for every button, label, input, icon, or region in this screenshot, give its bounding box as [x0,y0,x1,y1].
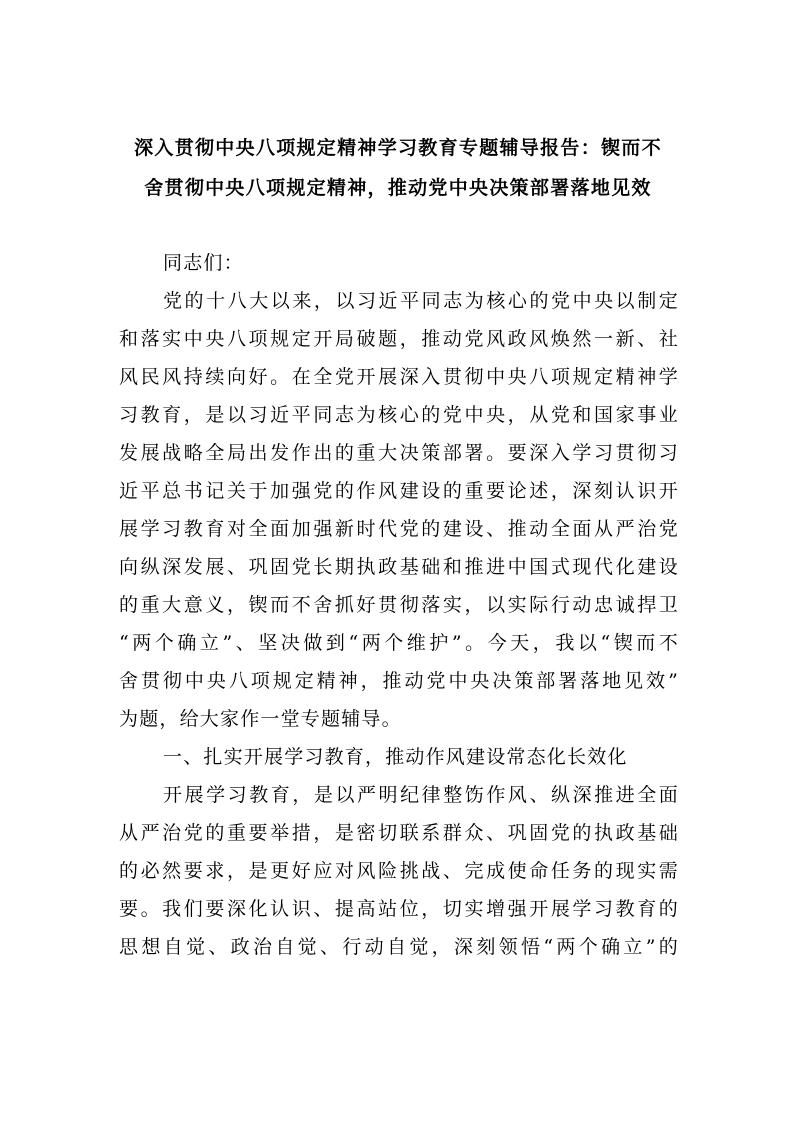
salutation: 同志们： [163,252,244,274]
paragraph-2-line-4: 要。我们要深化认识、提高站位，切实增强开展学习教育的 [119,898,679,920]
paragraph-1-line-12: 为题，给大家作一堂专题辅导。 [119,708,402,730]
paragraph-2-line-2: 从严治党的重要举措，是密切联系群众、巩固党的执政基础 [119,822,679,844]
title-line-1: 深入贯彻中央八项规定精神学习教育专题辅导报告：锲而不 [134,137,662,159]
paragraph-2-line-5: 思想自觉、政治自觉、行动自觉，深刻领悟“两个确立”的 [119,936,679,958]
paragraph-1-line-11: 舍贯彻中央八项规定精神，推动党中央决策部署落地见效” [119,670,679,692]
document-title [118,128,678,208]
paragraph-1-line-7: 展学习教育对全面加强新时代党的建设、推动全面从严治党 [119,518,679,540]
paragraph-1-line-4: 习教育，是以习近平同志为核心的党中央，从党和国家事业 [119,404,679,426]
paragraph-1-line-5: 发展战略全局出发作出的重大决策部署。要深入学习贯彻习 [119,442,679,464]
title-line-2: 舍贯彻中央八项规定精神，推动党中央决策部署落地见效 [144,177,652,199]
paragraph-1-line-3: 风民风持续向好。在全党开展深入贯彻中央八项规定精神学 [119,366,679,388]
paragraph-1-line-9: 的重大意义，锲而不舍抓好贯彻落实，以实际行动忠诚捍卫 [119,594,679,616]
paragraph-1-line-10: “两个确立”、坚决做到“两个维护”。今天，我以“锲而不 [119,632,679,654]
paragraph-1-line-6: 近平总书记关于加强党的作风建设的重要论述，深刻认识开 [119,480,679,502]
paragraph-1-line-1: 党的十八大以来，以习近平同志为核心的党中央以制定 [163,290,679,312]
document-body [119,244,679,966]
paragraph-1-line-2: 和落实中央八项规定开局破题，推动党风政风焕然一新、社 [119,328,679,350]
paragraph-2-line-1: 开展学习教育，是以严明纪律整饬作风、纵深推进全面 [163,784,679,806]
paragraph-2-line-3: 的必然要求，是更好应对风险挑战、完成使命任务的现实需 [119,860,679,882]
section-heading-1: 一、扎实开展学习教育，推动作风建设常态化长效化 [163,746,628,768]
paragraph-1-line-8: 向纵深发展、巩固党长期执政基础和推进中国式现代化建设 [119,556,679,578]
